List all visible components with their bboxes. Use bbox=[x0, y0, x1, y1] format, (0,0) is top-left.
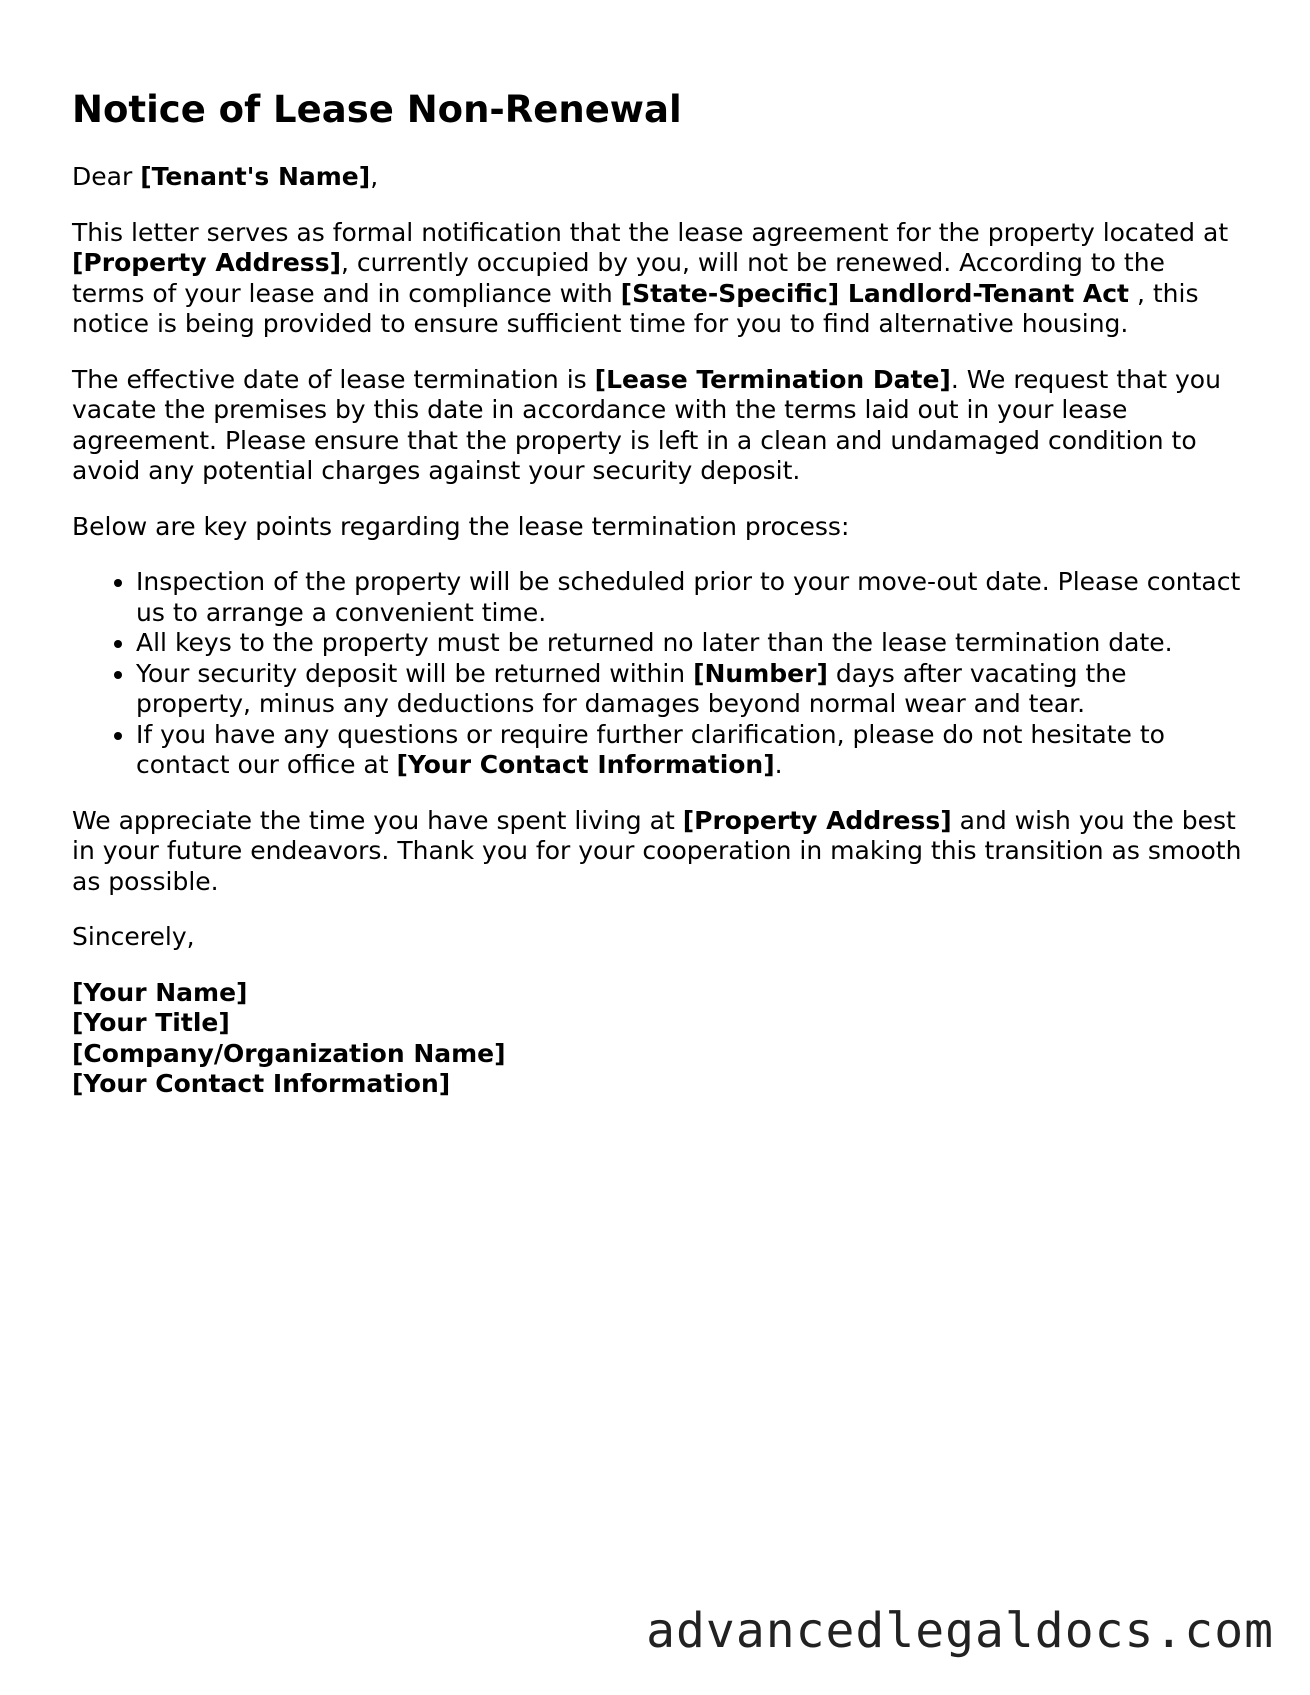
paragraph-text: . We request that you vacate the premises by this date in accordance with the terms laid out in your lease agreement. Please ensure that the property is left in a clean and undamaged condition to avoid any potential charges against your security deposit. bbox=[72, 364, 1221, 485]
list-item-text: days after vacating the property, minus any deductions for damages beyond normal wear and tear. bbox=[136, 658, 1127, 718]
appreciation-paragraph bbox=[72, 806, 1242, 898]
signature-name: [Your Name] bbox=[72, 977, 248, 1007]
state-act-placeholder: [State-Specific] Landlord-Tenant Act bbox=[620, 278, 1130, 308]
key-points-list bbox=[72, 567, 1242, 781]
paragraph-text: The effective date of lease termination is bbox=[72, 364, 595, 394]
termination-date-placeholder: [Lease Termination Date] bbox=[594, 364, 951, 394]
paragraph-text: This letter serves as formal notification that the lease agreement for the property located at bbox=[72, 217, 1229, 247]
signature-contact: [Your Contact Information] bbox=[72, 1069, 451, 1098]
property-address-placeholder: [Property Address] bbox=[682, 805, 952, 835]
salutation-prefix: Dear bbox=[72, 162, 141, 191]
list-item-text: If you have any questions or require further clarification, please do not hesitate to contact our office at bbox=[136, 719, 1165, 779]
signature-company: [Company/Organization Name] bbox=[72, 1038, 506, 1068]
list-item: • All keys to the property must be returned no later than the lease termination date. bbox=[136, 628, 1242, 659]
tenant-name-placeholder: [Tenant's Name] bbox=[140, 162, 371, 191]
list-item: • Inspection of the property will be scheduled prior to your move-out date. Please contact us to arrange a convenient time. bbox=[136, 567, 1242, 628]
list-item bbox=[136, 659, 1242, 720]
document-page bbox=[72, 88, 1242, 1125]
salutation-suffix: , bbox=[370, 162, 379, 191]
notification-paragraph bbox=[72, 218, 1242, 340]
property-address-placeholder: [Property Address] bbox=[72, 248, 341, 277]
paragraph-text: , this notice is being provided to ensure sufficient time for you to find alternative housing. bbox=[72, 278, 1199, 338]
list-item bbox=[136, 720, 1242, 781]
number-placeholder: [Number] bbox=[693, 658, 828, 688]
contact-info-placeholder: [Your Contact Information] bbox=[396, 750, 775, 779]
list-item-text: Your security deposit will be returned within bbox=[136, 658, 694, 688]
termination-date-paragraph bbox=[72, 365, 1242, 487]
signature-block bbox=[72, 978, 1242, 1100]
paragraph-text: and wish you the best in your future endeavors. Thank you for your cooperation in making this transition as smooth as possible. bbox=[72, 805, 1242, 896]
closing: Sincerely, bbox=[72, 922, 195, 951]
watermark: advancedlegaldocs.com bbox=[646, 1603, 1274, 1659]
signature-title: [Your Title] bbox=[72, 1008, 230, 1037]
paragraph-text: , currently occupied by you, will not be renewed. According to the terms of your lease and in compliance with bbox=[72, 248, 1165, 308]
document-title: Notice of Lease Non-Renewal bbox=[72, 88, 682, 131]
key-points-intro: Below are key points regarding the lease termination process: bbox=[72, 511, 850, 541]
paragraph-text: We appreciate the time you have spent living at bbox=[72, 805, 683, 835]
list-item-text: . bbox=[774, 750, 783, 779]
salutation bbox=[72, 162, 1242, 193]
